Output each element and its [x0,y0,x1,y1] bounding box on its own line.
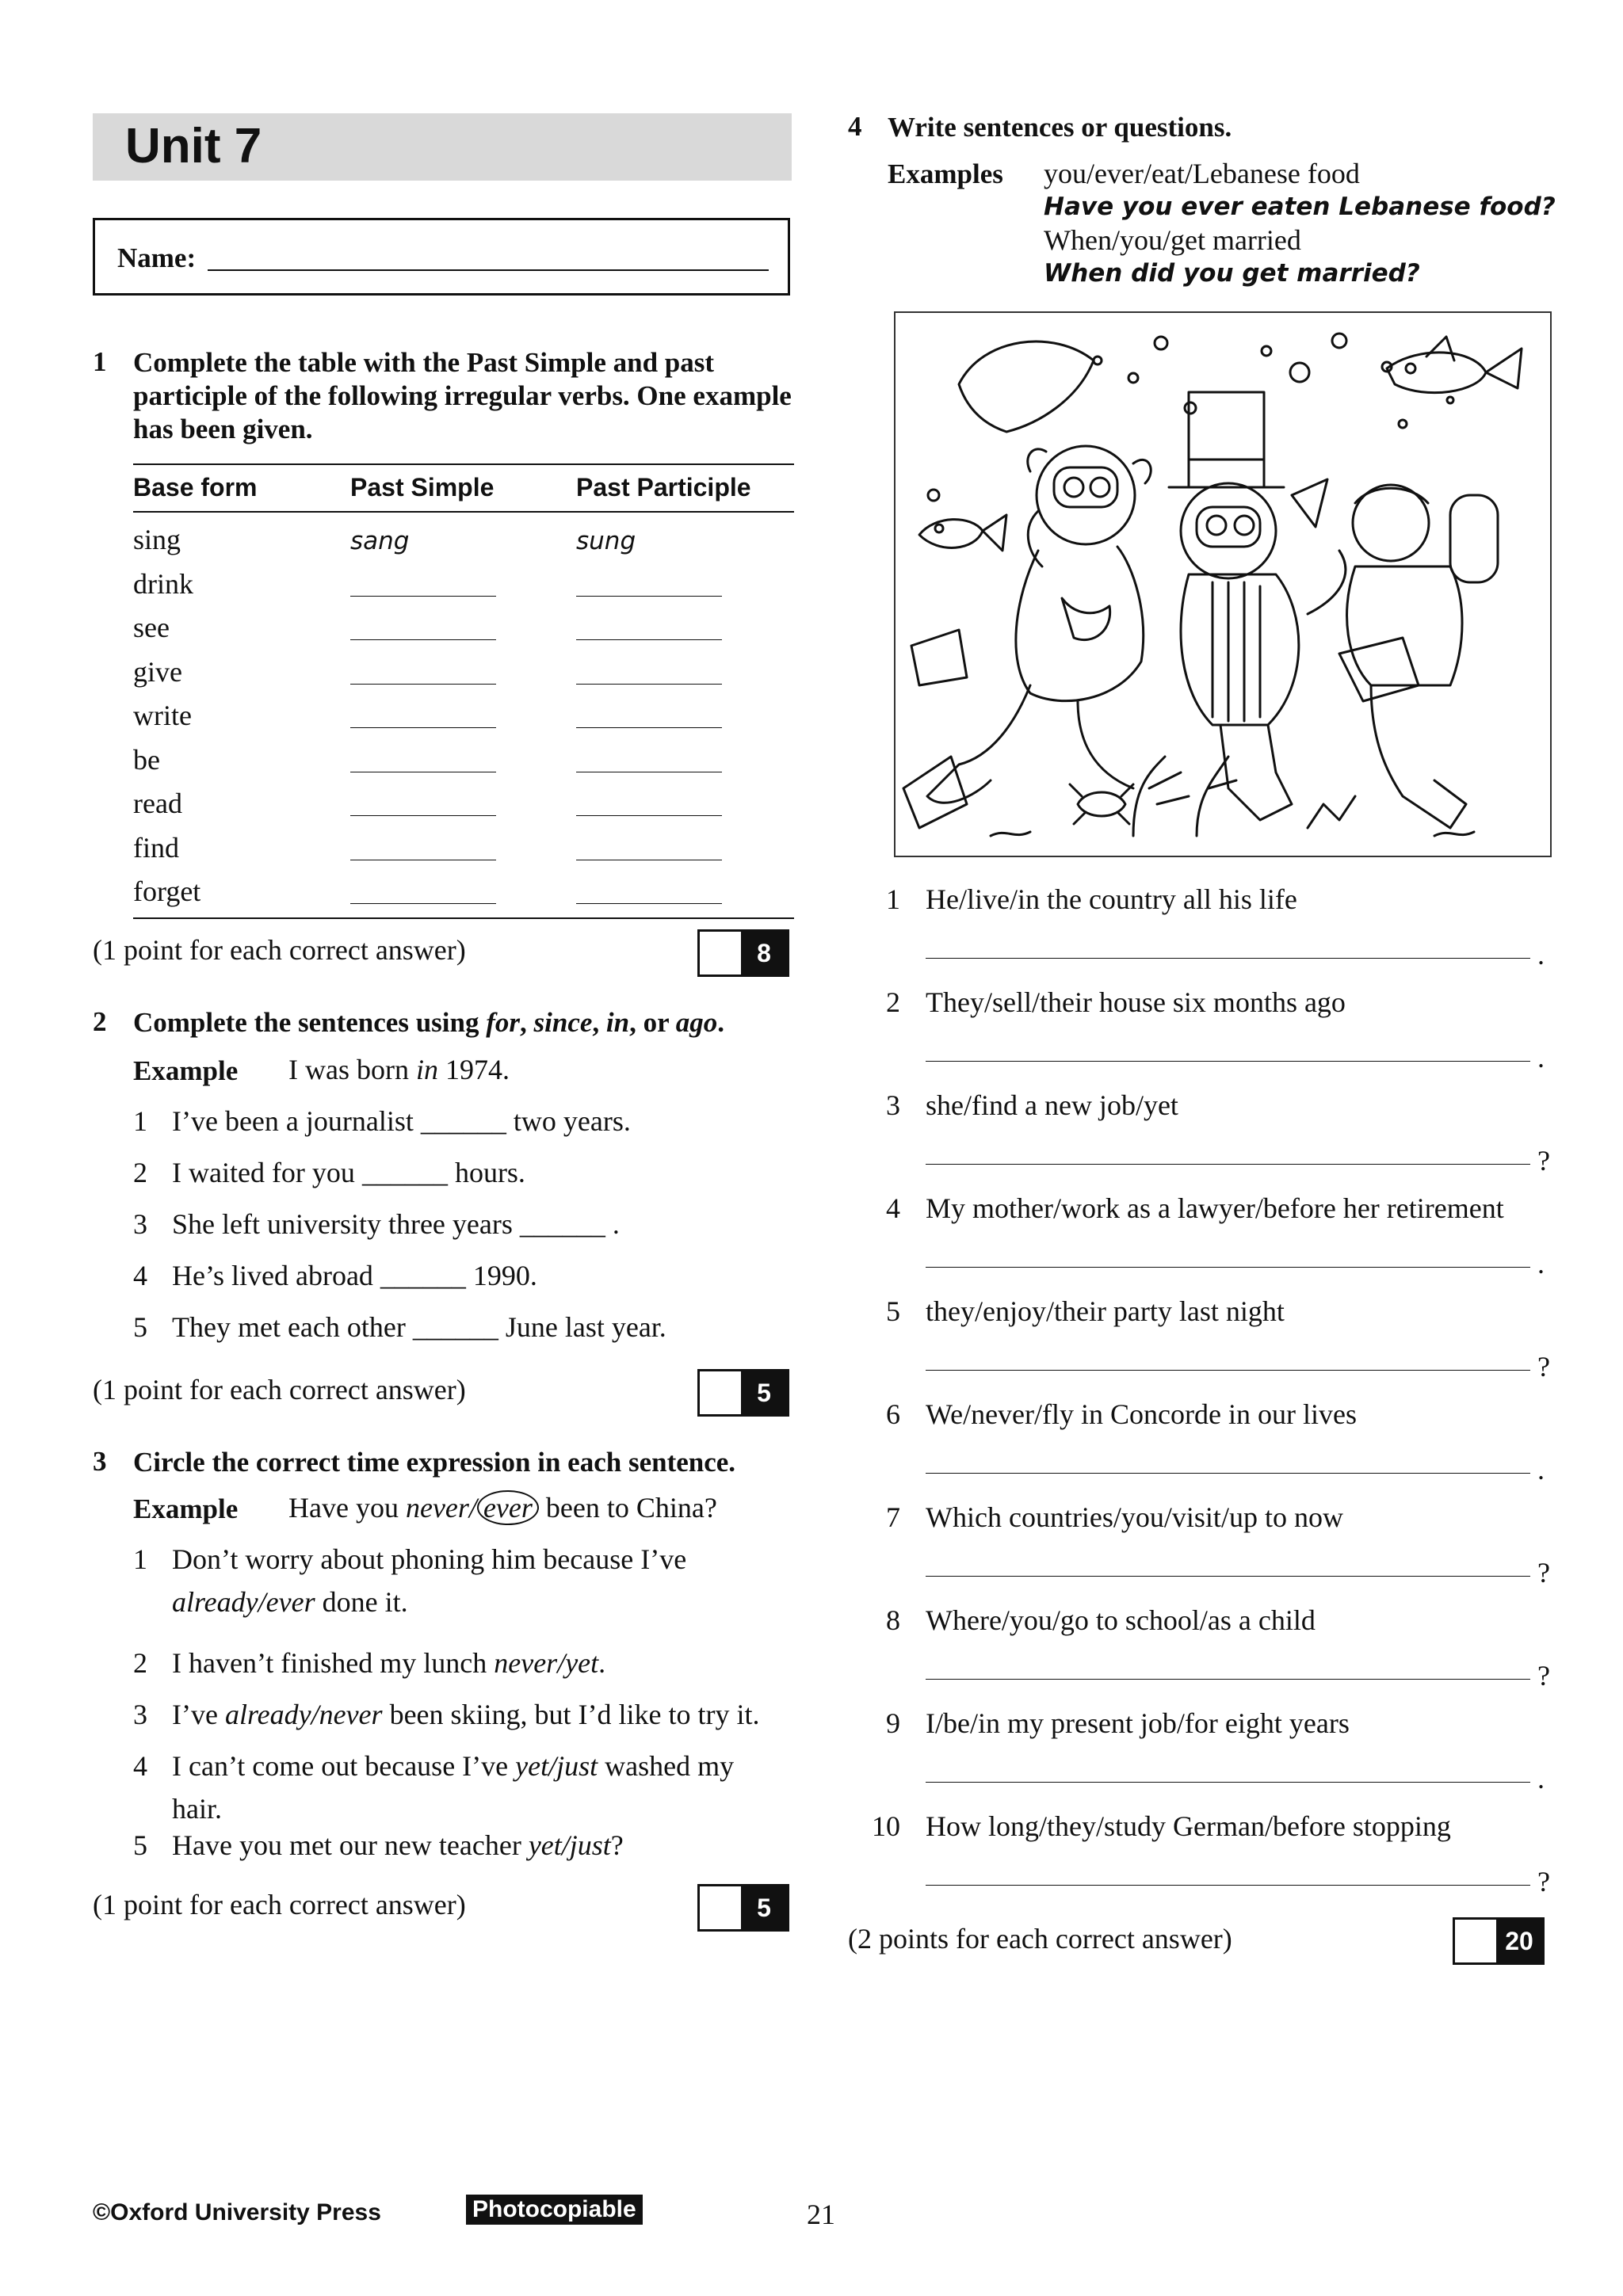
q3-item-text: done it. [315,1586,408,1618]
q3-points: (1 point for each correct answer) [93,1889,466,1920]
q2-item-text: 1990. [465,1260,537,1291]
q3-item-line [172,1697,760,1732]
past-participle-blank[interactable] [576,727,722,728]
q3-item-text: I’ve [172,1699,225,1730]
q2-item-text: She left university three years [172,1208,520,1240]
past-participle-blank[interactable] [576,815,722,816]
q4-item-number: 5 [886,1295,900,1327]
q4-item-end-mark: . [1537,1248,1545,1280]
unit-title: Unit 7 [125,119,262,174]
q4-item-number: 6 [886,1398,900,1430]
q4-item-end-mark: ? [1537,1660,1550,1691]
q2-instruction-text: , [520,1007,534,1038]
q2-item-number: 2 [133,1157,147,1188]
q2-example-text: 1974. [437,1054,510,1085]
q3-item-text: been skiing, but I’d like to try it. [382,1699,760,1730]
past-simple-blank[interactable] [350,903,496,904]
verb-base-form: sing [133,524,181,555]
verb-base-form: be [133,743,160,776]
q4-answer-line[interactable] [926,1473,1530,1474]
q3-item-number: 4 [133,1750,147,1782]
table-top-rule [133,463,794,465]
q4-item-prompt: Where/you/go to school/as a child [926,1604,1316,1636]
q2-item-text: . [605,1208,620,1240]
q3-item-options[interactable]: never/yet [494,1647,599,1679]
table-bottom-rule [133,917,794,919]
q3-item-line [172,1828,624,1863]
q1-instruction-line: has been given. [133,414,313,444]
q4-answer-line[interactable] [926,958,1530,959]
q2-item-number: 3 [133,1208,147,1240]
copyright-notice: ©Oxford University Press [93,2199,381,2225]
q2-item-text: They met each other [172,1311,413,1343]
q4-answer-line[interactable] [926,1061,1530,1062]
past-participle-blank[interactable] [576,596,722,597]
q2-item-text: hours. [447,1157,525,1188]
q4-item-number: 3 [886,1089,900,1121]
q3-item-text: washed my [598,1750,735,1782]
table-header-base-form: Base form [133,473,258,502]
q4-item-number: 8 [886,1604,900,1636]
q2-instruction-text: . [717,1007,725,1038]
q4-item-end-mark: ? [1537,1866,1550,1897]
q4-answer-line[interactable] [926,1782,1530,1783]
q2-instruction-word: for [486,1007,521,1038]
past-simple-blank[interactable] [350,684,496,685]
q4-item-end-mark: . [1537,1763,1545,1794]
q4-answer-line[interactable] [926,1267,1530,1268]
past-simple-blank[interactable] [350,596,496,597]
score-total: 8 [741,932,787,974]
q3-example-sentence [288,1490,717,1525]
q3-example-option: never [405,1492,469,1524]
q4-item-number: 2 [886,986,900,1018]
q2-item-sentence [172,1155,525,1190]
verb-base-form: write [133,700,192,731]
q4-item-end-mark: ? [1537,1145,1550,1177]
q3-item-line [172,1791,222,1826]
score-total: 5 [741,1886,787,1929]
past-participle-answer: sung [576,527,636,555]
q2-item-blank[interactable]: ______ [361,1157,448,1188]
score-entry[interactable] [700,932,741,974]
q2-example-label: Example [133,1055,239,1086]
q2-item-text: He’s lived abroad [172,1260,380,1291]
page-number: 21 [807,2199,835,2230]
verb-base-form: forget [133,875,201,907]
q3-item-text: Have you met our new teacher [172,1829,529,1861]
q3-score-box[interactable] [697,1884,789,1932]
q2-item-sentence [172,1258,537,1293]
q4-points: (2 points for each correct answer) [848,1923,1232,1955]
q3-item-line [172,1585,408,1619]
past-participle-blank[interactable] [576,903,722,904]
q2-item-text: I waited for you [172,1157,362,1188]
q4-answer-line[interactable] [926,1164,1530,1165]
q4-item-end-mark: . [1537,1454,1545,1486]
q4-example-answer: When did you get married? [1044,259,1420,288]
past-simple-blank[interactable] [350,727,496,728]
photocopiable-label: Photocopiable [466,2195,643,2225]
q2-item-number: 5 [133,1311,147,1343]
past-participle-blank[interactable] [576,639,722,640]
q4-item-end-mark: . [1537,1042,1545,1074]
underwater-wedding-illustration [894,311,1552,857]
table-header-past-participle: Past Participle [576,473,751,502]
verb-base-form: find [133,831,179,864]
q4-example-prompt: you/ever/eat/Lebanese food [1044,158,1360,189]
q4-answer-line[interactable] [926,1679,1530,1680]
q3-item-options[interactable]: already/ever [172,1586,315,1618]
q1-instruction-line: Complete the table with the Past Simple and past [133,347,715,378]
q2-example-text: I was born [288,1054,416,1085]
q4-item-end-mark: . [1537,939,1545,971]
q3-example-separator: / [468,1492,477,1524]
verb-base-form: read [133,788,182,819]
q2-item-text: June last year. [498,1311,666,1343]
q4-item-number: 9 [886,1707,900,1739]
q4-item-prompt: He/live/in the country all his life [926,883,1297,915]
q1-instruction-line: participle of the following irregular verbs. One example [133,380,792,411]
q2-item-text: I’ve been a journalist [172,1105,421,1137]
q1-number: 1 [93,346,107,377]
q3-example-text: been to China? [538,1492,717,1524]
q2-item-number: 4 [133,1260,147,1291]
q3-instruction: Circle the correct time expression in each sentence. [133,1447,736,1478]
q4-item-prompt: I/be/in my present job/for eight years [926,1707,1350,1739]
name-field[interactable] [208,269,769,271]
q2-instruction-word: in [605,1007,630,1038]
q2-item-blank[interactable]: ______ [420,1105,506,1137]
table-header-rule [133,511,794,513]
q2-item-blank[interactable]: ______ [380,1260,466,1291]
q4-score-box[interactable] [1453,1917,1545,1965]
q4-item-end-mark: ? [1537,1557,1550,1589]
q4-answer-line[interactable] [926,1576,1530,1577]
q2-item-text: two years. [506,1105,631,1137]
q3-item-text: . [598,1647,606,1679]
q2-item-sentence [172,1104,631,1138]
q4-item-prompt: They/sell/their house six months ago [926,986,1346,1018]
q4-item-number: 7 [886,1501,900,1533]
q4-number: 4 [848,111,862,142]
q1-score-box[interactable] [697,929,789,977]
score-total: 5 [741,1371,787,1414]
q4-item-prompt: We/never/fly in Concorde in our lives [926,1398,1357,1430]
q4-item-prompt: they/enjoy/their party last night [926,1295,1285,1327]
q4-instruction: Write sentences or questions. [888,112,1232,143]
q3-item-options[interactable]: yet/just [515,1750,598,1782]
q4-item-prompt: My mother/work as a lawyer/before her retirement [926,1192,1504,1224]
q4-item-prompt: she/find a new job/yet [926,1089,1178,1121]
q2-number: 2 [93,1006,107,1037]
q3-example-text: Have you [288,1492,406,1524]
q3-item-line [172,1749,734,1783]
q4-answer-line[interactable] [926,1370,1530,1371]
q3-example-label: Example [133,1493,239,1524]
q3-item-number: 1 [133,1543,147,1575]
q2-instruction-word: ago [675,1007,718,1038]
q2-instruction-text: Complete the sentences using [133,1007,487,1038]
score-total: 20 [1496,1920,1542,1962]
q3-item-text: ? [610,1829,624,1861]
q2-score-box[interactable] [697,1369,789,1417]
q4-example-prompt: When/you/get married [1044,224,1301,256]
q2-instruction-word: since [533,1007,593,1038]
table-header-past-simple: Past Simple [350,473,495,502]
q2-item-sentence [172,1207,620,1241]
verb-base-form: see [133,612,170,643]
past-simple-answer: sang [350,527,410,555]
q4-item-number: 1 [886,883,900,915]
q3-item-text: I haven’t finished my lunch [172,1647,495,1679]
q4-item-number: 10 [872,1810,900,1842]
q3-item-text: I can’t come out because I’ve [172,1750,516,1782]
q2-item-sentence [172,1310,666,1344]
q1-instruction [133,346,799,446]
q4-examples-label: Examples [888,158,1003,189]
past-simple-blank[interactable] [350,639,496,640]
q3-item-number: 5 [133,1829,147,1861]
q3-item-text: hair. [172,1793,222,1825]
q3-item-line [172,1542,686,1577]
past-participle-blank[interactable] [576,684,722,685]
q3-item-number: 3 [133,1699,147,1730]
q2-example-answer: in [415,1054,438,1085]
q4-answer-line[interactable] [926,1885,1530,1886]
q2-example-sentence [288,1052,510,1087]
q2-item-number: 1 [133,1105,147,1137]
score-entry[interactable] [700,1886,741,1929]
name-label: Name: [117,242,197,273]
q4-example-answer: Have you ever eaten Lebanese food? [1044,193,1556,221]
q3-item-text: Don’t worry about phoning him because I’ve [172,1543,687,1575]
q4-item-end-mark: ? [1537,1351,1550,1383]
q2-instruction [133,1006,724,1039]
q3-item-number: 2 [133,1647,147,1679]
cartoon-drawing [896,313,1552,857]
q3-item-options[interactable]: yet/just [528,1829,611,1861]
q1-points: (1 point for each correct answer) [93,934,466,966]
score-entry[interactable] [1455,1920,1496,1962]
q4-item-number: 4 [886,1192,900,1224]
q3-number: 3 [93,1446,107,1477]
score-entry[interactable] [700,1371,741,1414]
q4-item-prompt: How long/they/study German/before stopping [926,1810,1451,1842]
q3-item-line [172,1646,605,1680]
q2-item-blank[interactable]: ______ [412,1311,498,1343]
q2-instruction-text: , or [629,1007,676,1038]
q2-points: (1 point for each correct answer) [93,1374,466,1405]
verb-base-form: give [133,655,182,688]
q2-instruction-text: , [592,1007,606,1038]
q3-example-circled-option: ever [477,1490,539,1525]
past-simple-blank[interactable] [350,815,496,816]
name-box [93,218,790,296]
verb-base-form: drink [133,567,193,600]
q3-item-options[interactable]: already/never [224,1699,383,1730]
q2-item-blank[interactable]: ______ [519,1208,605,1240]
q4-item-prompt: Which countries/you/visit/up to now [926,1501,1343,1533]
